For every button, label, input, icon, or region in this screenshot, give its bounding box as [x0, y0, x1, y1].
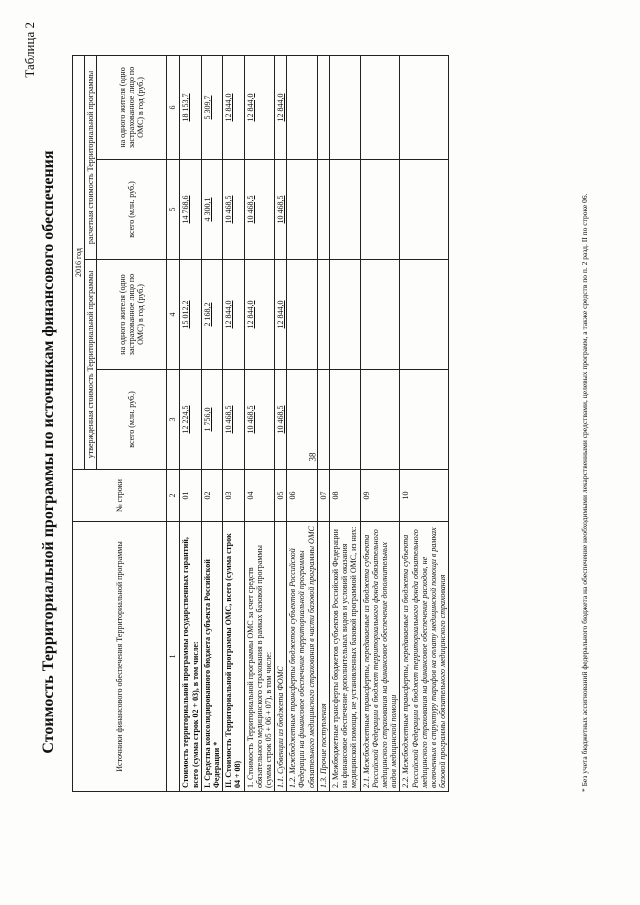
- col-index: 6: [167, 55, 180, 159]
- row-number-cell: 06: [287, 470, 318, 522]
- table-row: [275, 55, 287, 791]
- row-number-cell: 03: [223, 470, 244, 522]
- table-row: [223, 55, 244, 791]
- col-index: 3: [167, 370, 180, 470]
- value-cell: [330, 370, 361, 470]
- value-cell: [287, 260, 318, 370]
- source-cell: I. Средства консолидированного бюджета субъекта Российской Федерации *: [201, 522, 222, 792]
- col-index: 2: [167, 470, 180, 522]
- value-cell: [330, 55, 361, 159]
- row-number-cell: 04: [244, 470, 275, 522]
- value-cell: 10 468,5: [223, 160, 244, 260]
- table-row: [244, 55, 275, 791]
- value-cell: [317, 370, 329, 470]
- value-cell: 4 300,1: [201, 160, 222, 260]
- table-row: [201, 55, 222, 791]
- col-index: 4: [167, 260, 180, 370]
- value-cell: 10 468,5: [244, 160, 275, 260]
- value-cell: 18 153,7: [180, 55, 201, 159]
- value-cell: [360, 260, 400, 370]
- source-cell: 2.1. Межбюджетные трансферты, передаваемые из бюджета субъекта Российской Федерации в бюджет территориального фонда обязательного медицинского страхования на финансовое обеспечение дополнительных видов медицинской помощи: [360, 522, 400, 792]
- value-cell: 2 168,2: [201, 260, 222, 370]
- table-row: [287, 55, 318, 791]
- row-number-cell: 01: [180, 470, 201, 522]
- header-total: всего (млн. руб.): [97, 370, 167, 470]
- table-row: [330, 55, 361, 791]
- footnote: * Без учета бюджетных ассигнований федерального бюджета на обеспечение необходимыми лекарственными средствами, целевых программ, а также средств по п. 2 разд. II по строке 06.: [580, 193, 589, 792]
- row-number-cell: 05: [275, 470, 287, 522]
- col-index: 5: [167, 160, 180, 260]
- source-cell: Стоимость территориальной программы государственных гарантий, всего (сумма строк 02 + 03), в том числе:: [180, 522, 201, 792]
- table-row: [317, 55, 329, 791]
- value-cell: [360, 370, 400, 470]
- value-cell: 12 224,5: [180, 370, 201, 470]
- value-cell: 10 468,5: [275, 160, 287, 260]
- page-number: 38: [307, 452, 318, 462]
- header-year: 2016 год: [73, 55, 85, 469]
- source-cell: 1.2. Межбюджетные трансферты бюджетов субъектов Российской Федерации на финансовое обеспечение территориальной программы обязательного медицинского страхования в части базовой программы ОМС: [287, 522, 318, 792]
- value-cell: 15 012,2: [180, 260, 201, 370]
- source-cell: 2. Межбюджетные трансферты бюджетов субъектов Российской Федерации на финансовое обеспечение дополнительных видов и условий оказания медицинской помощи, не установленных базовой программой ОМС, из них:: [330, 522, 361, 792]
- header-row-no: № строки: [73, 470, 167, 522]
- source-cell: 1.3. Прочие поступления: [317, 522, 329, 792]
- source-cell: 2.2. Межбюджетные трансферты, передаваемые из бюджета субъекта Российской Федерации в бюджет территориального фонда обязательного медицинского страхования на финансовое обеспечение расходов, не включенных в структуру тарифов на оплату медицинской помощи в рамках базовой программы обязательного медицинского страхования: [400, 522, 449, 792]
- value-cell: 10 468,5: [275, 370, 287, 470]
- rotated-page: [20, 12, 620, 892]
- value-cell: 1 756,0: [201, 370, 222, 470]
- header-source: Источники финансового обеспечения Территориальной программы: [73, 522, 167, 792]
- row-number-cell: 08: [330, 470, 361, 522]
- value-cell: 14 768,6: [180, 160, 201, 260]
- value-cell: [287, 55, 318, 159]
- header-approved: утвержденная стоимость Территориальной программы: [85, 260, 97, 470]
- value-cell: 12 844,0: [223, 55, 244, 159]
- value-cell: 12 844,0: [275, 55, 287, 159]
- value-cell: 5 309,7: [201, 55, 222, 159]
- value-cell: 12 844,0: [223, 260, 244, 370]
- row-number-cell: 10: [400, 470, 449, 522]
- value-cell: 12 844,0: [275, 260, 287, 370]
- value-cell: [400, 160, 449, 260]
- value-cell: [330, 160, 361, 260]
- value-cell: [287, 370, 318, 470]
- value-cell: 10 468,5: [244, 370, 275, 470]
- value-cell: [330, 260, 361, 370]
- header-per-person: на одного жителя (одно застрахованное лицо по ОМС) в год (руб.): [97, 260, 167, 370]
- source-cell: II. Стоимость Территориальной программы ОМС, всего (сумма строк 04 + 08): [223, 522, 244, 792]
- value-cell: [317, 260, 329, 370]
- financing-table: [72, 55, 449, 792]
- table-row: [360, 55, 400, 791]
- document-title: Стоимость Территориальной программы по источникам финансового обеспечения: [40, 150, 57, 754]
- value-cell: 10 468,5: [223, 370, 244, 470]
- value-cell: [400, 260, 449, 370]
- row-number-cell: 02: [201, 470, 222, 522]
- table-row: [400, 55, 449, 791]
- row-number-cell: 07: [317, 470, 329, 522]
- value-cell: 12 844,0: [244, 260, 275, 370]
- source-cell: 1.1. Субвенции из бюджета ФОМС: [275, 522, 287, 792]
- header-per-person: на одного жителя (одно застрахованное лицо по ОМС) в год (руб.): [97, 55, 167, 159]
- col-index: 1: [167, 522, 180, 792]
- header-calculated: расчетная стоимость Территориальной программы: [85, 55, 97, 259]
- value-cell: [360, 55, 400, 159]
- value-cell: [317, 55, 329, 159]
- table-label: Таблица 2: [22, 22, 37, 78]
- value-cell: [360, 160, 400, 260]
- value-cell: [317, 160, 329, 260]
- value-cell: 12 844,0: [244, 55, 275, 159]
- table-row: [180, 55, 201, 791]
- value-cell: [400, 55, 449, 159]
- row-number-cell: 09: [360, 470, 400, 522]
- source-cell: 1. Стоимость Территориальной программы ОМС за счет средств обязательного медицинского страхования в рамках базовой программы (сумма строк 05 + 06 + 07), в том числе:: [244, 522, 275, 792]
- value-cell: [287, 160, 318, 260]
- value-cell: [400, 370, 449, 470]
- header-total: всего (млн. руб.): [97, 160, 167, 260]
